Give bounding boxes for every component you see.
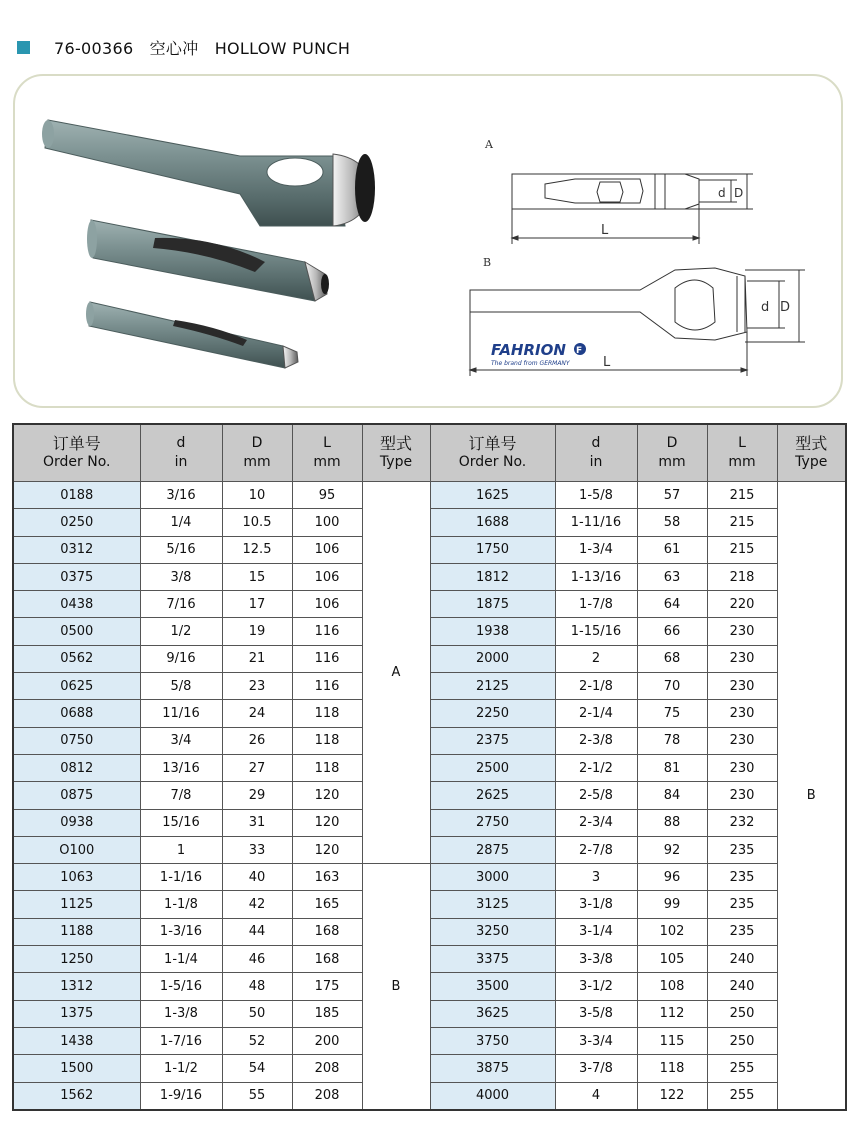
d-inch-cell: 1-3/8	[140, 1000, 222, 1027]
D-mm-cell: 118	[637, 1055, 707, 1082]
order-number-cell: 1125	[13, 891, 140, 918]
order-number-cell: 1625	[430, 482, 555, 509]
D-mm-cell: 10	[222, 482, 292, 509]
D-mm-cell: 27	[222, 754, 292, 781]
D-mm-cell: 26	[222, 727, 292, 754]
table-row	[13, 754, 846, 781]
order-number-cell: 0812	[13, 754, 140, 781]
d-inch-cell: 2	[555, 645, 637, 672]
L-mm-cell: 230	[707, 782, 777, 809]
header-D-mm-2: D mm	[637, 424, 707, 482]
table-row	[13, 1082, 846, 1110]
header-L-mm: L mm	[292, 424, 362, 482]
L-mm-cell: 240	[707, 973, 777, 1000]
L-mm-cell: 230	[707, 618, 777, 645]
D-mm-cell: 64	[637, 591, 707, 618]
svg-text:D: D	[734, 186, 744, 200]
D-mm-cell: 44	[222, 918, 292, 945]
D-mm-cell: 29	[222, 782, 292, 809]
D-mm-cell: 12.5	[222, 536, 292, 563]
order-number-cell: 0375	[13, 563, 140, 590]
L-mm-cell: 215	[707, 509, 777, 536]
header-L-mm-2: L mm	[707, 424, 777, 482]
d-inch-cell: 1/2	[140, 618, 222, 645]
table-row	[13, 645, 846, 672]
order-number-cell: 3000	[430, 864, 555, 891]
order-number-cell: 1250	[13, 946, 140, 973]
D-mm-cell: 66	[637, 618, 707, 645]
table-row	[13, 891, 846, 918]
L-mm-cell: 168	[292, 946, 362, 973]
order-number-cell: 2625	[430, 782, 555, 809]
D-mm-cell: 63	[637, 563, 707, 590]
order-number-cell: 3500	[430, 973, 555, 1000]
order-number-cell: 0875	[13, 782, 140, 809]
L-mm-cell: 218	[707, 563, 777, 590]
table-row	[13, 591, 846, 618]
D-mm-cell: 50	[222, 1000, 292, 1027]
L-mm-cell: 230	[707, 754, 777, 781]
order-number-cell: 1312	[13, 973, 140, 1000]
table-row	[13, 700, 846, 727]
D-mm-cell: 75	[637, 700, 707, 727]
L-mm-cell: 230	[707, 727, 777, 754]
L-mm-cell: 106	[292, 536, 362, 563]
order-number-cell: 3625	[430, 1000, 555, 1027]
order-number-cell: 1188	[13, 918, 140, 945]
L-mm-cell: 163	[292, 864, 362, 891]
D-mm-cell: 19	[222, 618, 292, 645]
d-inch-cell: 1-5/16	[140, 973, 222, 1000]
L-mm-cell: 168	[292, 918, 362, 945]
order-number-cell: 1438	[13, 1027, 140, 1054]
d-inch-cell: 4	[555, 1082, 637, 1110]
drawing-type-a	[484, 138, 753, 244]
table-row	[13, 563, 846, 590]
D-mm-cell: 81	[637, 754, 707, 781]
D-mm-cell: 24	[222, 700, 292, 727]
d-inch-cell: 2-3/4	[555, 809, 637, 836]
order-number-cell: 1750	[430, 536, 555, 563]
table-row	[13, 864, 846, 891]
L-mm-cell: 235	[707, 864, 777, 891]
d-inch-cell: 5/8	[140, 673, 222, 700]
order-number-cell: 0188	[13, 482, 140, 509]
type-cell: B	[777, 482, 846, 1110]
D-mm-cell: 10.5	[222, 509, 292, 536]
D-mm-cell: 17	[222, 591, 292, 618]
order-number-cell: 0438	[13, 591, 140, 618]
order-number-cell: 0250	[13, 509, 140, 536]
d-inch-cell: 3/16	[140, 482, 222, 509]
D-mm-cell: 57	[637, 482, 707, 509]
teal-square-bullet	[17, 41, 30, 54]
D-mm-cell: 70	[637, 673, 707, 700]
svg-text:L: L	[603, 355, 611, 370]
L-mm-cell: 185	[292, 1000, 362, 1027]
order-number-cell: 2875	[430, 836, 555, 863]
d-inch-cell: 1-1/4	[140, 946, 222, 973]
order-number-cell: 0625	[13, 673, 140, 700]
order-number-cell: 2375	[430, 727, 555, 754]
order-number-cell: 0938	[13, 809, 140, 836]
L-mm-cell: 118	[292, 700, 362, 727]
table-row	[13, 809, 846, 836]
table-row	[13, 1055, 846, 1082]
order-number-cell: 1063	[13, 864, 140, 891]
d-inch-cell: 1-1/8	[140, 891, 222, 918]
d-inch-cell: 3-1/4	[555, 918, 637, 945]
svg-text:F: F	[576, 346, 583, 356]
D-mm-cell: 55	[222, 1082, 292, 1110]
order-number-cell: 2000	[430, 645, 555, 672]
drawing-a-label: A	[485, 138, 493, 151]
L-mm-cell: 232	[707, 809, 777, 836]
d-inch-cell: 1/4	[140, 509, 222, 536]
order-number-cell: 3125	[430, 891, 555, 918]
L-mm-cell: 120	[292, 836, 362, 863]
fahrion-tagline: The brand from GERMANY	[491, 360, 570, 367]
d-inch-cell: 1-11/16	[555, 509, 637, 536]
D-mm-cell: 61	[637, 536, 707, 563]
L-mm-cell: 250	[707, 1027, 777, 1054]
d-inch-cell: 3	[555, 864, 637, 891]
d-inch-cell: 7/8	[140, 782, 222, 809]
L-mm-cell: 208	[292, 1055, 362, 1082]
table-row	[13, 946, 846, 973]
L-mm-cell: 100	[292, 509, 362, 536]
L-mm-cell: 215	[707, 482, 777, 509]
d-inch-cell: 1	[140, 836, 222, 863]
D-mm-cell: 33	[222, 836, 292, 863]
D-mm-cell: 102	[637, 918, 707, 945]
D-mm-cell: 78	[637, 727, 707, 754]
L-mm-cell: 116	[292, 645, 362, 672]
L-mm-cell: 250	[707, 1000, 777, 1027]
L-mm-cell: 106	[292, 591, 362, 618]
order-number-cell: 0688	[13, 700, 140, 727]
d-inch-cell: 2-3/8	[555, 727, 637, 754]
svg-text:D: D	[780, 300, 791, 315]
L-mm-cell: 215	[707, 536, 777, 563]
svg-text:d: d	[761, 300, 770, 315]
table-row	[13, 482, 846, 509]
d-inch-cell: 3-3/8	[555, 946, 637, 973]
header-type: 型式 Type	[362, 424, 430, 482]
d-inch-cell: 3-1/8	[555, 891, 637, 918]
d-inch-cell: 1-1/2	[140, 1055, 222, 1082]
d-inch-cell: 1-3/4	[555, 536, 637, 563]
d-inch-cell: 2-7/8	[555, 836, 637, 863]
d-inch-cell: 11/16	[140, 700, 222, 727]
order-number-cell: 2750	[430, 809, 555, 836]
d-inch-cell: 2-1/8	[555, 673, 637, 700]
L-mm-cell: 255	[707, 1082, 777, 1110]
order-number-cell: 1562	[13, 1082, 140, 1110]
page-header	[17, 36, 350, 58]
D-mm-cell: 58	[637, 509, 707, 536]
order-number-cell: 0500	[13, 618, 140, 645]
d-inch-cell: 1-15/16	[555, 618, 637, 645]
d-inch-cell: 3/4	[140, 727, 222, 754]
order-number-cell: 3250	[430, 918, 555, 945]
D-mm-cell: 40	[222, 864, 292, 891]
small-punch-photo	[86, 302, 298, 368]
D-mm-cell: 42	[222, 891, 292, 918]
d-inch-cell: 1-7/8	[555, 591, 637, 618]
table-row	[13, 509, 846, 536]
product-illustration	[15, 76, 845, 410]
d-inch-cell: 2-1/4	[555, 700, 637, 727]
L-mm-cell: 230	[707, 700, 777, 727]
d-inch-cell: 2-1/2	[555, 754, 637, 781]
L-mm-cell: 106	[292, 563, 362, 590]
d-inch-cell: 3-5/8	[555, 1000, 637, 1027]
d-inch-cell: 1-1/16	[140, 864, 222, 891]
order-number-cell: 1812	[430, 563, 555, 590]
L-mm-cell: 235	[707, 918, 777, 945]
order-number-cell: O100	[13, 836, 140, 863]
D-mm-cell: 48	[222, 973, 292, 1000]
spec-table	[12, 423, 847, 1111]
D-mm-cell: 92	[637, 836, 707, 863]
header-D-mm: D mm	[222, 424, 292, 482]
table-header-row	[13, 424, 846, 482]
table-row	[13, 1027, 846, 1054]
L-mm-cell: 230	[707, 673, 777, 700]
d-inch-cell: 3/8	[140, 563, 222, 590]
order-number-cell: 0562	[13, 645, 140, 672]
order-number-cell: 1938	[430, 618, 555, 645]
L-mm-cell: 175	[292, 973, 362, 1000]
D-mm-cell: 84	[637, 782, 707, 809]
table-row	[13, 1000, 846, 1027]
order-number-cell: 2500	[430, 754, 555, 781]
L-mm-cell: 230	[707, 645, 777, 672]
order-number-cell: 0312	[13, 536, 140, 563]
D-mm-cell: 115	[637, 1027, 707, 1054]
header-d-in: d in	[140, 424, 222, 482]
d-inch-cell: 5/16	[140, 536, 222, 563]
L-mm-cell: 116	[292, 673, 362, 700]
header-order-no: 订单号 Order No.	[13, 424, 140, 482]
L-mm-cell: 235	[707, 891, 777, 918]
header-order-no-2: 订单号 Order No.	[430, 424, 555, 482]
L-mm-cell: 118	[292, 727, 362, 754]
table-body	[13, 482, 846, 1110]
D-mm-cell: 99	[637, 891, 707, 918]
d-inch-cell: 1-13/16	[555, 563, 637, 590]
D-mm-cell: 31	[222, 809, 292, 836]
d-inch-cell: 13/16	[140, 754, 222, 781]
fahrion-logo: FAHRION	[491, 341, 566, 359]
L-mm-cell: 255	[707, 1055, 777, 1082]
order-number-cell: 1500	[13, 1055, 140, 1082]
L-mm-cell: 120	[292, 782, 362, 809]
L-mm-cell: 240	[707, 946, 777, 973]
table-row	[13, 727, 846, 754]
svg-text:L: L	[601, 223, 609, 238]
D-mm-cell: 46	[222, 946, 292, 973]
D-mm-cell: 54	[222, 1055, 292, 1082]
drawing-type-b	[470, 256, 805, 376]
d-inch-cell: 1-7/16	[140, 1027, 222, 1054]
d-inch-cell: 3-3/4	[555, 1027, 637, 1054]
order-number-cell: 3750	[430, 1027, 555, 1054]
table-row	[13, 782, 846, 809]
d-inch-cell: 1-9/16	[140, 1082, 222, 1110]
L-mm-cell: 235	[707, 836, 777, 863]
L-mm-cell: 220	[707, 591, 777, 618]
header-d-in-2: d in	[555, 424, 637, 482]
D-mm-cell: 21	[222, 645, 292, 672]
large-punch-photo	[42, 120, 375, 226]
d-inch-cell: 7/16	[140, 591, 222, 618]
table-row	[13, 618, 846, 645]
type-cell: A	[362, 482, 430, 864]
d-inch-cell: 2-5/8	[555, 782, 637, 809]
d-inch-cell: 1-5/8	[555, 482, 637, 509]
L-mm-cell: 200	[292, 1027, 362, 1054]
order-number-cell: 0750	[13, 727, 140, 754]
header-type-2: 型式 Type	[777, 424, 846, 482]
d-inch-cell: 3-1/2	[555, 973, 637, 1000]
D-mm-cell: 108	[637, 973, 707, 1000]
table-row	[13, 836, 846, 863]
D-mm-cell: 88	[637, 809, 707, 836]
D-mm-cell: 23	[222, 673, 292, 700]
table-row	[13, 973, 846, 1000]
svg-text:d: d	[718, 186, 726, 200]
L-mm-cell: 95	[292, 482, 362, 509]
product-image-panel	[13, 74, 843, 408]
D-mm-cell: 96	[637, 864, 707, 891]
order-number-cell: 3375	[430, 946, 555, 973]
D-mm-cell: 105	[637, 946, 707, 973]
D-mm-cell: 112	[637, 1000, 707, 1027]
L-mm-cell: 118	[292, 754, 362, 781]
D-mm-cell: 15	[222, 563, 292, 590]
D-mm-cell: 52	[222, 1027, 292, 1054]
L-mm-cell: 116	[292, 618, 362, 645]
order-number-cell: 1875	[430, 591, 555, 618]
table-row	[13, 673, 846, 700]
d-inch-cell: 3-7/8	[555, 1055, 637, 1082]
order-number-cell: 2250	[430, 700, 555, 727]
D-mm-cell: 68	[637, 645, 707, 672]
d-inch-cell: 15/16	[140, 809, 222, 836]
order-number-cell: 2125	[430, 673, 555, 700]
medium-punch-photo	[87, 220, 329, 301]
order-number-cell: 3875	[430, 1055, 555, 1082]
order-number-cell: 1375	[13, 1000, 140, 1027]
d-inch-cell: 9/16	[140, 645, 222, 672]
product-title: 76-00366 空心冲 HOLLOW PUNCH	[54, 38, 351, 58]
L-mm-cell: 120	[292, 809, 362, 836]
type-cell: B	[362, 864, 430, 1110]
D-mm-cell: 122	[637, 1082, 707, 1110]
order-number-cell: 4000	[430, 1082, 555, 1110]
table-row	[13, 918, 846, 945]
d-inch-cell: 1-3/16	[140, 918, 222, 945]
L-mm-cell: 165	[292, 891, 362, 918]
table-row	[13, 536, 846, 563]
L-mm-cell: 208	[292, 1082, 362, 1110]
order-number-cell: 1688	[430, 509, 555, 536]
drawing-b-label: B	[483, 256, 492, 269]
